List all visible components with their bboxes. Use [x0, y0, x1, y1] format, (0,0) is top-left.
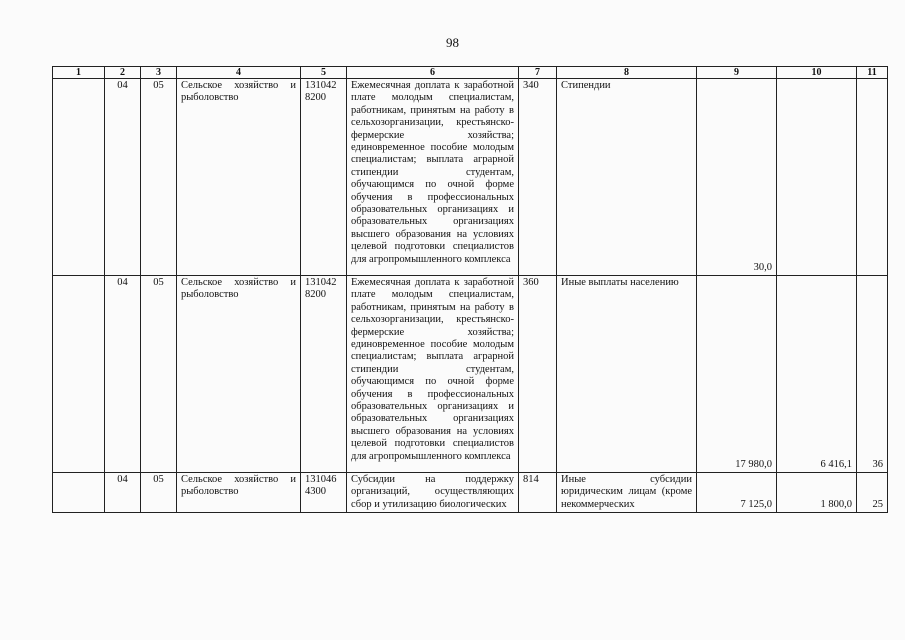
column-header: 9: [697, 67, 777, 79]
column-header: 3: [141, 67, 177, 79]
column-header: 5: [301, 67, 347, 79]
column-header: 2: [105, 67, 141, 79]
cell-expense-type: 340: [519, 79, 557, 276]
cell-target-code: 131042 8200: [301, 79, 347, 276]
cell-section: 04: [105, 276, 141, 473]
cell-purpose: Ежемесячная доплата к заработной плате молодым специалистам, работникам, принятым на работу в сельхозорганизации, крестьянско-фермерские хозяйства; единовременное пособие молодым специалистам; выплата аграрной стипендии студентам, обучающимся по очной форме обучения в профессиональных образовательных организациях и образовательных организациях высшего образования на условиях целевой подготовки специалистов для агропромышленного комплекса: [347, 79, 519, 276]
column-header: 11: [857, 67, 888, 79]
table-row: [53, 276, 888, 473]
cell-percent: [857, 79, 888, 276]
cell-amount-plan: 7 125,0: [697, 473, 777, 513]
cell-section-name: Сельское хозяйство и рыболовство: [177, 276, 301, 473]
table-row: [53, 473, 888, 513]
cell-expense-type: 814: [519, 473, 557, 513]
cell-percent: 25: [857, 473, 888, 513]
budget-table: [52, 66, 888, 513]
column-header: 8: [557, 67, 697, 79]
table-header-row: [53, 67, 888, 79]
cell-section: 04: [105, 473, 141, 513]
cell-section-name: Сельское хозяйство и рыболовство: [177, 79, 301, 276]
cell-amount-actual: 1 800,0: [777, 473, 857, 513]
cell-target-code: 131042 8200: [301, 276, 347, 473]
cell-subsection: 05: [141, 473, 177, 513]
cell-subsection: 05: [141, 79, 177, 276]
page-number: 98: [446, 35, 459, 50]
cell-col1: [53, 473, 105, 513]
cell-subsection: 05: [141, 276, 177, 473]
cell-percent: 36: [857, 276, 888, 473]
cell-expense-name: Стипендии: [557, 79, 697, 276]
cell-col1: [53, 79, 105, 276]
cell-section-name: Сельское хозяйство и рыболовство: [177, 473, 301, 513]
column-header: 7: [519, 67, 557, 79]
cell-amount-actual: [777, 79, 857, 276]
cell-target-code: 131046 4300: [301, 473, 347, 513]
column-header: 1: [53, 67, 105, 79]
column-header: 4: [177, 67, 301, 79]
table-row: [53, 79, 888, 276]
column-header: 6: [347, 67, 519, 79]
cell-purpose: Ежемесячная доплата к заработной плате молодым специалистам, работникам, принятым на работу в сельхозорганизации, крестьянско-фермерские хозяйства; единовременное пособие молодым специалистам; выплата аграрной стипендии студентам, обучающимся по очной форме обучения в профессиональных образовательных организациях и образовательных организациях высшего образования на условиях целевой подготовки специалистов для агропромышленного комплекса: [347, 276, 519, 473]
cell-amount-plan: 30,0: [697, 79, 777, 276]
cell-col1: [53, 276, 105, 473]
column-header: 10: [777, 67, 857, 79]
cell-expense-name: Иные субсидии юридическим лицам (кроме некоммерческих: [557, 473, 697, 513]
cell-section: 04: [105, 79, 141, 276]
cell-expense-type: 360: [519, 276, 557, 473]
cell-purpose: Субсидии на поддержку организаций, осуществляющих сбор и утилизацию биологических: [347, 473, 519, 513]
cell-amount-actual: 6 416,1: [777, 276, 857, 473]
cell-expense-name: Иные выплаты населению: [557, 276, 697, 473]
cell-amount-plan: 17 980,0: [697, 276, 777, 473]
